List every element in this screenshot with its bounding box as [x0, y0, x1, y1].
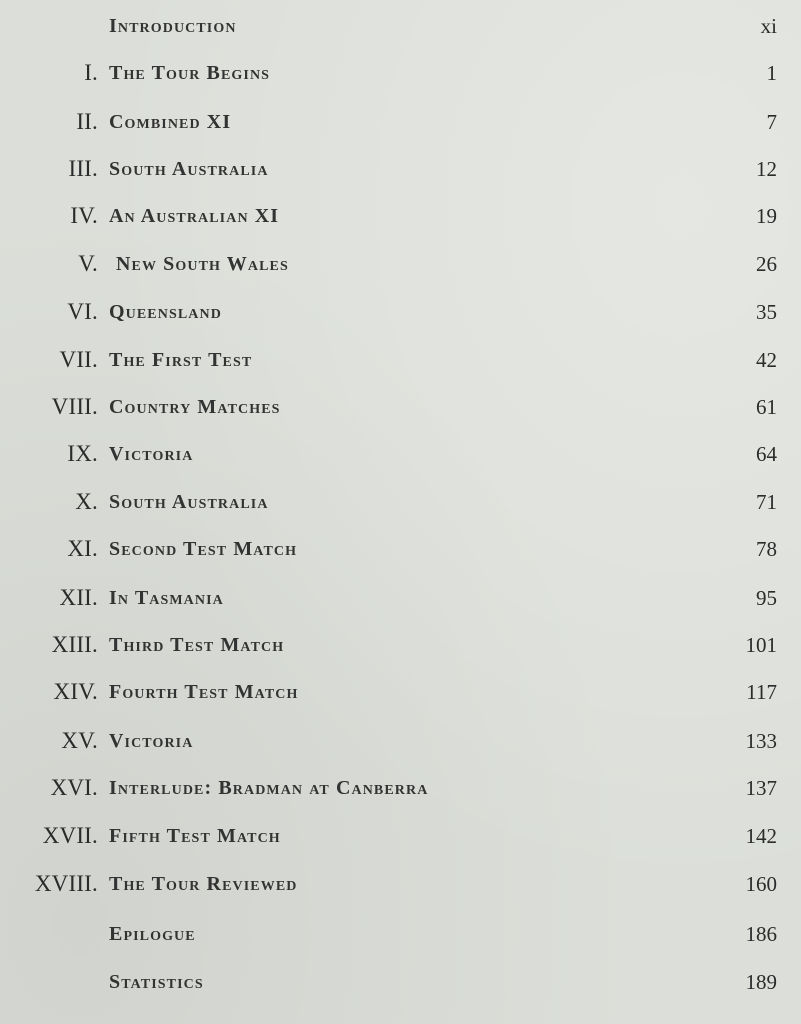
page-number: 64	[756, 442, 777, 466]
chapter-title: Queensland	[109, 301, 222, 323]
page-number: 189	[745, 970, 777, 994]
chapter-numeral: XII.	[59, 585, 98, 610]
toc-entry-chapter-11	[0, 529, 801, 569]
chapter-numeral: VII.	[59, 347, 98, 372]
page-number: 160	[745, 872, 777, 896]
page-number: 142	[745, 824, 777, 848]
chapter-title: South Australia	[109, 158, 269, 180]
chapter-title: Fifth Test Match	[109, 825, 281, 847]
chapter-numeral: IX.	[67, 441, 98, 466]
chapter-title: The Tour Reviewed	[109, 873, 298, 895]
toc-entry-chapter-4	[0, 196, 801, 236]
chapter-numeral: XVII.	[42, 823, 98, 848]
chapter-title: An Australian XI	[109, 205, 280, 227]
chapter-numeral: XVIII.	[34, 871, 98, 896]
page-number: 19	[756, 204, 777, 228]
toc-entry-statistics	[0, 962, 801, 1002]
chapter-numeral: X.	[75, 489, 98, 514]
chapter-numeral: III.	[68, 156, 98, 181]
chapter-title: Victoria	[109, 730, 194, 752]
chapter-numeral: V.	[78, 251, 98, 276]
chapter-numeral: XVI.	[50, 775, 98, 800]
page-number: 137	[745, 776, 777, 800]
page-number: 101	[745, 633, 777, 657]
toc-entry-chapter-15	[0, 721, 801, 761]
page-number: 42	[756, 348, 777, 372]
toc-entry-chapter-10	[0, 482, 801, 522]
chapter-title: South Australia	[109, 491, 269, 513]
chapter-title: Victoria	[109, 443, 194, 465]
toc-entry-chapter-12	[0, 578, 801, 618]
chapter-title: Introduction	[109, 15, 237, 37]
toc-entry-introduction	[0, 6, 801, 46]
chapter-title: The First Test	[109, 349, 253, 371]
page-number: 12	[756, 157, 777, 181]
page-number: 117	[746, 680, 777, 704]
chapter-numeral: VI.	[67, 299, 98, 324]
toc-entry-chapter-14	[0, 672, 801, 712]
page-number: 186	[745, 922, 777, 946]
toc-entry-chapter-8	[0, 387, 801, 427]
chapter-title: Country Matches	[109, 396, 281, 418]
page-number: 78	[756, 537, 777, 561]
chapter-title: New South Wales	[116, 253, 289, 275]
page-number: 71	[756, 490, 777, 514]
toc-entry-epilogue	[0, 914, 801, 954]
toc-entry-chapter-2	[0, 102, 801, 142]
chapter-title: Epilogue	[109, 923, 196, 945]
chapter-numeral: XV.	[61, 728, 98, 753]
chapter-title: Combined XI	[109, 111, 232, 133]
chapter-numeral: I.	[84, 60, 98, 85]
chapter-title: Statistics	[109, 971, 204, 993]
page-number: 35	[756, 300, 777, 324]
page-number: xi	[760, 14, 777, 38]
chapter-title: Second Test Match	[109, 538, 298, 560]
toc-entry-chapter-18	[0, 864, 801, 904]
chapter-numeral: IV.	[70, 203, 98, 228]
toc-entry-chapter-1	[0, 53, 801, 93]
chapter-title: Interlude: Bradman at Canberra	[109, 777, 429, 799]
chapter-title: In Tasmania	[109, 587, 224, 609]
page-number: 1	[766, 61, 777, 85]
toc-entry-chapter-5	[0, 244, 801, 284]
chapter-numeral: II.	[76, 109, 98, 134]
toc-entry-chapter-7	[0, 340, 801, 380]
chapter-numeral: XI.	[67, 536, 98, 561]
chapter-numeral: XIV.	[53, 679, 98, 704]
toc-entry-chapter-9	[0, 434, 801, 474]
chapter-title: Third Test Match	[109, 634, 285, 656]
chapter-title: The Tour Begins	[109, 62, 271, 84]
page-number: 61	[756, 395, 777, 419]
toc-entry-chapter-16	[0, 768, 801, 808]
toc-entry-chapter-17	[0, 816, 801, 856]
chapter-title: Fourth Test Match	[109, 681, 299, 703]
page-number: 26	[756, 252, 777, 276]
page-number: 7	[766, 110, 777, 134]
page-number: 95	[756, 586, 777, 610]
chapter-numeral: VIII.	[51, 394, 98, 419]
page-number: 133	[745, 729, 777, 753]
toc-entry-chapter-6	[0, 292, 801, 332]
chapter-numeral: XIII.	[51, 632, 98, 657]
toc-entry-chapter-3	[0, 149, 801, 189]
toc-entry-chapter-13	[0, 625, 801, 665]
